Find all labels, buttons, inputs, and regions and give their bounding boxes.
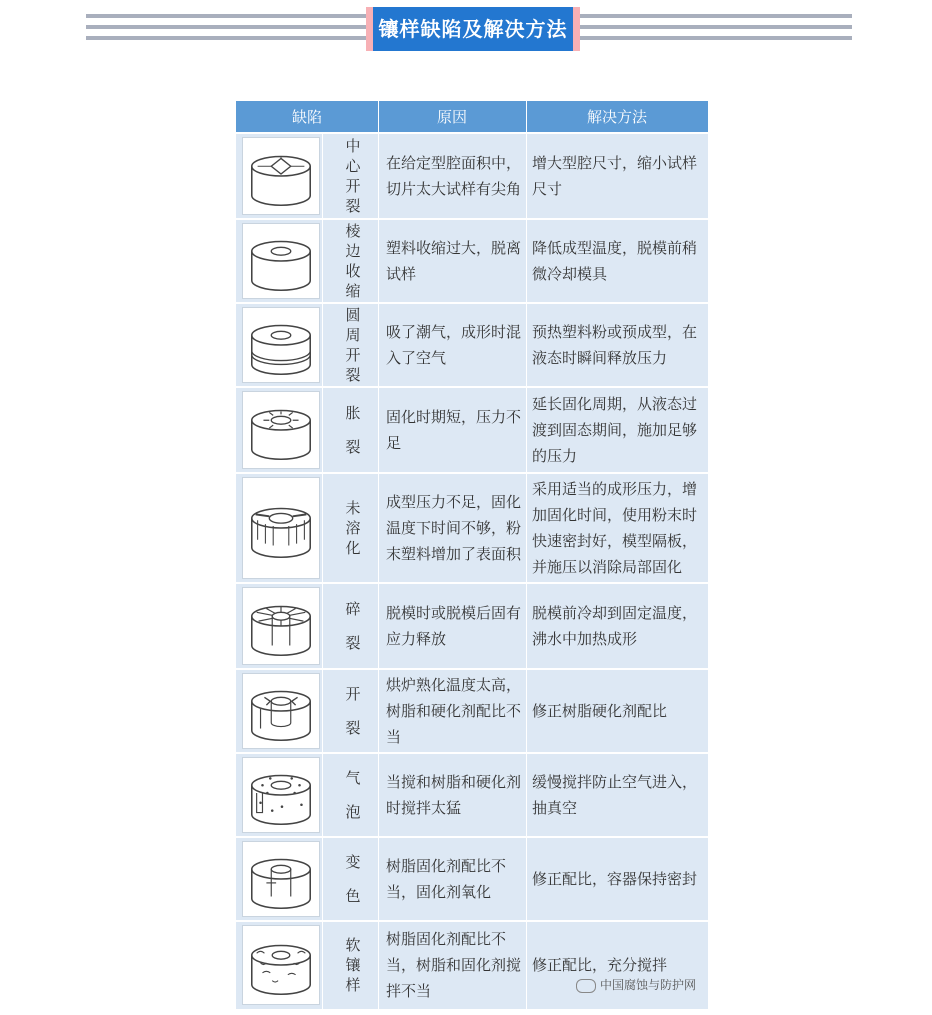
table-row xyxy=(236,219,708,303)
table-row xyxy=(236,387,708,473)
row-divider xyxy=(236,836,708,838)
bubble-icon xyxy=(242,757,320,833)
shatter-icon xyxy=(242,587,320,665)
solution-text: 降低成型温度，脱模前稍微冷却模具 xyxy=(532,239,698,283)
cause-text: 当搅和树脂和硬化剂时搅拌太猛 xyxy=(386,773,522,817)
row-divider xyxy=(236,386,708,388)
solution-text: 预热塑料粉或预成型，在液态时瞬间释放压力 xyxy=(532,323,698,367)
defect-name: 碎 裂 xyxy=(345,600,361,652)
discolor-icon xyxy=(242,841,320,917)
unmelted-icon xyxy=(242,477,320,579)
circumferential-crack-icon xyxy=(242,307,320,383)
row-divider xyxy=(236,472,708,474)
center-crack-icon xyxy=(242,137,320,215)
watermark-text: 中国腐蚀与防护网 xyxy=(600,978,697,992)
row-divider xyxy=(236,668,708,670)
row-divider xyxy=(236,132,708,134)
page-title: 镶样缺陷及解决方法 xyxy=(373,7,573,51)
cause-text: 脱模时或脱模后固有应力释放 xyxy=(386,604,522,648)
header-defect: 缺陷 xyxy=(291,108,322,126)
cause-text: 树脂固化剂配比不当，树脂和固化剂搅拌不当 xyxy=(386,930,522,1000)
solution-text: 延长固化周期，从液态过渡到固态期间，施加足够的压力 xyxy=(532,395,698,465)
table-header xyxy=(236,101,708,133)
solution-text: 脱模前冷却到固定温度，沸水中加热成形 xyxy=(532,604,698,648)
solution-text: 修正配比，充分搅拌 xyxy=(532,956,668,974)
header-cause: 原因 xyxy=(436,108,467,126)
defect-name: 变 色 xyxy=(345,853,361,905)
cause-text: 在给定型腔面积中，切片太大试样有尖角 xyxy=(386,154,522,198)
table-row xyxy=(236,473,708,583)
row-divider xyxy=(236,302,708,304)
solution-text: 缓慢搅拌防止空气进入，抽真空 xyxy=(532,773,698,817)
table-row xyxy=(236,753,708,837)
chat-icon xyxy=(576,979,596,993)
cause-text: 成型压力不足，固化温度下时间不够，粉末塑料增加了表面积 xyxy=(386,493,522,563)
row-divider xyxy=(236,218,708,220)
defect-name: 胀 裂 xyxy=(345,404,361,456)
page-header xyxy=(86,12,852,46)
edge-shrink-icon xyxy=(242,223,320,299)
defect-name: 未 溶 化 xyxy=(345,499,361,557)
bulge-crack-icon xyxy=(242,391,320,469)
table-row xyxy=(236,303,708,387)
defect-name: 气 泡 xyxy=(345,769,361,821)
cause-text: 固化时期短，压力不足 xyxy=(386,408,522,452)
table-row xyxy=(236,669,708,753)
defect-name: 软 镶 样 xyxy=(345,936,361,994)
defect-name: 棱 边 收 缩 xyxy=(345,222,361,300)
solution-text: 增大型腔尺寸，缩小试样尺寸 xyxy=(532,154,698,198)
table-row xyxy=(236,133,708,219)
row-divider xyxy=(236,920,708,922)
row-divider xyxy=(236,752,708,754)
cause-text: 吸了潮气，成形时混入了空气 xyxy=(386,323,522,367)
cause-text: 烘炉熟化温度太高，树脂和硬化剂配比不当 xyxy=(386,676,522,746)
cause-text: 树脂固化剂配比不当，固化剂氧化 xyxy=(386,857,507,901)
row-divider xyxy=(236,582,708,584)
defect-table xyxy=(236,101,708,1009)
defect-name: 中 心 开 裂 xyxy=(345,137,361,215)
soft-mount-icon xyxy=(242,925,320,1005)
cause-text: 塑料收缩过大，脱离试样 xyxy=(386,239,522,283)
watermark xyxy=(576,976,696,993)
defect-name: 开 裂 xyxy=(345,685,361,737)
solution-text: 采用适当的成形压力，增加固化时间，使用粉末时快速密封好，模型隔板，并施压以消除局部固化 xyxy=(532,480,698,576)
table-row xyxy=(236,921,708,1009)
table-row xyxy=(236,837,708,921)
solution-text: 修正树脂硬化剂配比 xyxy=(532,702,668,720)
defect-name: 圆 周 开 裂 xyxy=(345,306,361,384)
header-solution: 解决方法 xyxy=(586,108,647,126)
solution-text: 修正配比，容器保持密封 xyxy=(532,870,698,888)
crack-icon xyxy=(242,673,320,749)
table-row xyxy=(236,583,708,669)
title-banner xyxy=(366,7,580,51)
